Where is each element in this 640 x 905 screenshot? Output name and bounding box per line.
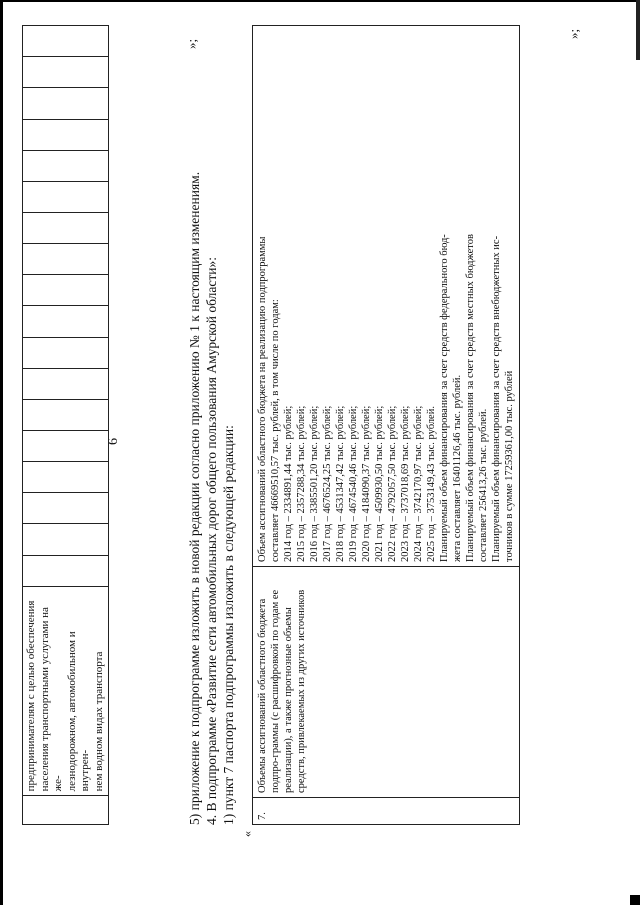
value-line: жета составляет 16401126,46 тыс. рублей. — [452, 374, 463, 562]
table-row — [253, 26, 520, 825]
value-line: точников в сумме 17259361,00 тыс. рублей — [504, 370, 515, 562]
passport-table — [252, 25, 520, 825]
page-number: 6 — [106, 438, 121, 445]
table-cell — [23, 275, 109, 306]
opening-quote: « — [240, 831, 254, 837]
table-cell — [23, 181, 109, 212]
description-line: предпринимателям с целью обеспечения — [25, 600, 37, 792]
table-cell — [23, 399, 109, 430]
row-label: Объемы ассигнований областного бюджета подпро-граммы (с расшифровкой по годам ее реализации), а также прогнозные объемы средств, привлекаемых из других источников — [253, 567, 520, 798]
table-cell — [23, 430, 109, 461]
table-cell — [23, 555, 109, 586]
value-line: Планируемый объем финансирования за счет средств внебюджетных ис- — [491, 235, 502, 562]
value-line: 2023 год – 3737018,69 тыс. рублей; — [400, 405, 411, 562]
table-cell — [23, 119, 109, 150]
closing-quote: »; — [184, 38, 199, 49]
table-cell — [23, 462, 109, 493]
value-line: составляет 46669510,57 тыс. рублей, в том числе по годам: — [270, 299, 281, 562]
value-line: 2015 год – 2357288,34 тыс. рублей; — [296, 405, 307, 562]
paragraph-1: 1) пункт 7 паспорта подпрограммы изложить в следующей редакции: — [221, 425, 236, 825]
table-cell-number — [23, 796, 109, 825]
value-line: 2018 год – 4531347,42 тыс. рублей; — [335, 405, 346, 562]
closing-quote: »; — [566, 28, 581, 39]
paragraph-5: 5) приложение к подпрограмме изложить в новой редакции согласно приложению № 1 к настоящим изменениям. — [187, 171, 202, 825]
value-line: 2019 год – 4674540,46 тыс. рублей; — [348, 405, 359, 562]
value-line: Планируемый объем финансирования за счет средств федерального бюд- — [439, 234, 450, 562]
table-cell — [23, 213, 109, 244]
value-line: 2016 год – 3385501,20 тыс. рублей; — [309, 405, 320, 562]
table-cell — [23, 26, 109, 57]
table-cell — [23, 244, 109, 275]
description-line: нем водном видах транспорта — [92, 651, 105, 792]
table-cell — [23, 57, 109, 88]
table-cell-description — [23, 586, 109, 796]
description-line: населения транспортными услугами на же- — [38, 607, 64, 792]
table-cell — [23, 524, 109, 555]
value-line: 2025 год – 3753149,43 тыс. рублей. — [426, 406, 437, 562]
row-value — [253, 26, 520, 567]
previous-table-fragment — [22, 25, 109, 825]
value-line: 2022 год – 4792057,50 тыс. рублей; — [387, 405, 398, 562]
table-cell — [23, 493, 109, 524]
description-line: лезнодорожном, автомобильном и внутрен- — [65, 631, 91, 792]
table-cell — [23, 337, 109, 368]
value-line: 2017 год – 4676524,25 тыс. рублей; — [322, 405, 333, 562]
value-line: 2024 год – 3742170,97 тыс. рублей; — [413, 405, 424, 562]
value-line: 2020 год – 4184090,37 тыс. рублей; — [361, 405, 372, 562]
table-cell — [23, 306, 109, 337]
row-number: 7. — [253, 798, 520, 825]
value-line: Планируемый объем финансирования за счет средств местных бюджетов — [465, 234, 476, 562]
table-row — [23, 26, 109, 825]
value-line: Объем ассигнований областного бюджета на реализацию подпрограммы — [257, 236, 268, 562]
table-cell — [23, 88, 109, 119]
table-cell — [23, 150, 109, 181]
paragraph-4: 4. В подпрограмме «Развитие сети автомобильных дорог общего пользования Амурской области»: — [204, 257, 219, 825]
table-cell — [23, 368, 109, 399]
value-line: 2014 год – 2334891,44 тыс. рублей; — [283, 405, 294, 562]
value-line: составляет 256413,26 тыс. рублей. — [478, 408, 489, 562]
value-line: 2021 год – 4509930,50 тыс. рублей; — [374, 405, 385, 562]
